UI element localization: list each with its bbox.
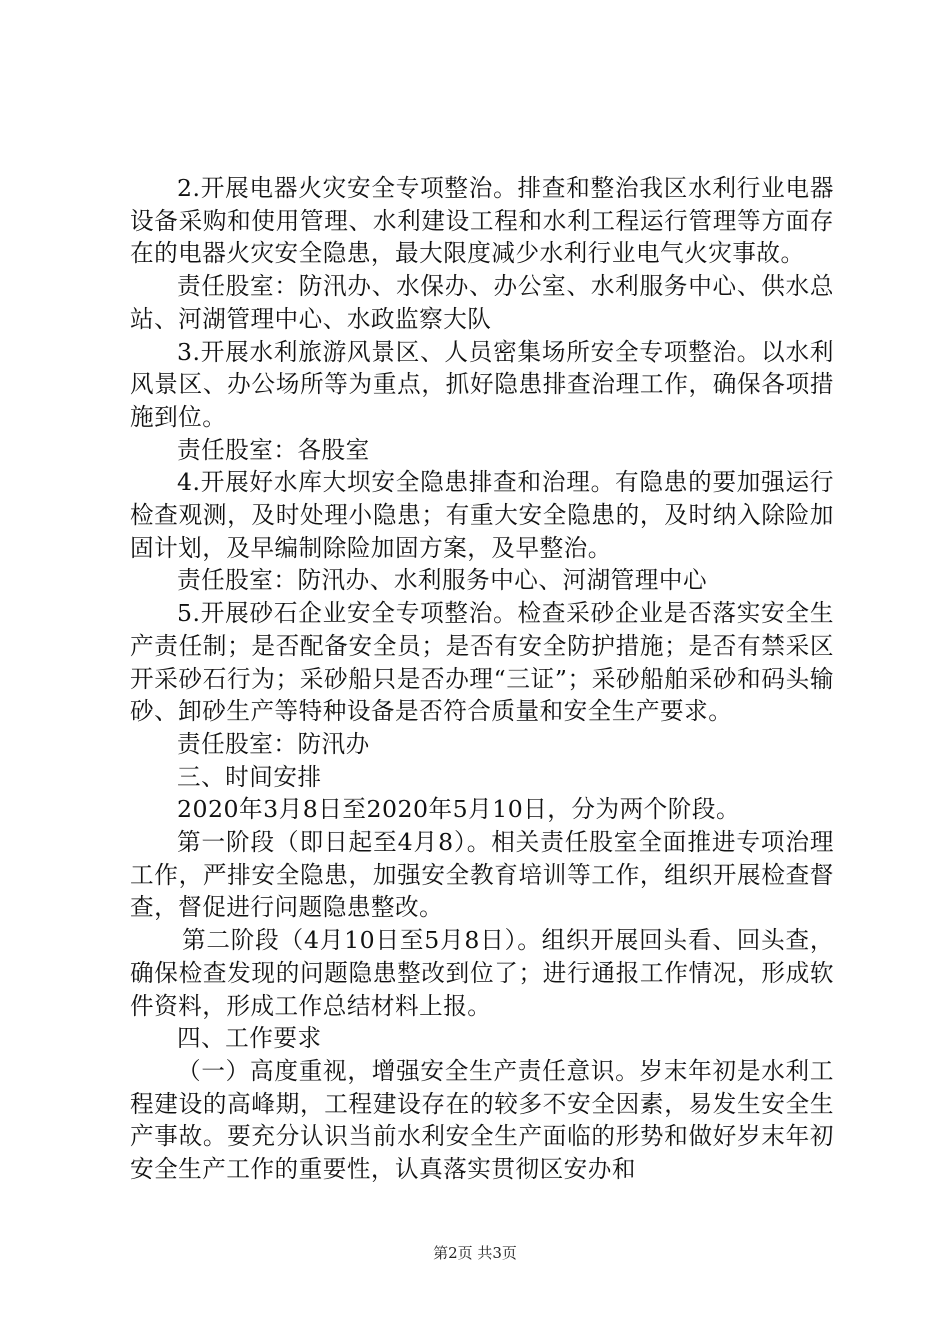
paragraph-date-range: 2020年3月8日至2020年5月10日，分为两个阶段。	[177, 795, 741, 824]
paragraph-phase-one: 第一阶段（即日起至4月8）。相关责任股室全面推进专项治理工作，严排安全隐患，加强安全教育培训等工作，组织开展检查督查，督促进行问题隐患整改。	[130, 828, 834, 922]
paragraph-responsible-units-1: 责任股室：防汛办、水保办、办公室、水利服务中心、供水总站、河湖管理中心、水政监察大队	[130, 272, 834, 333]
page-number-footer: 第2页 共3页	[433, 1244, 517, 1262]
paragraph-phase-two: 第二阶段（4月10日至5月8日）。组织开展回头看、回头查，确保检查发现的问题隐患整改到位了；进行通报工作情况，形成软件资料，形成工作总结材料上报。	[130, 926, 834, 1020]
paragraph-item-3-scenic-areas: 3.开展水利旅游风景区、人员密集场所安全专项整治。以水利风景区、办公场所等为重点，抓好隐患排查治理工作，确保各项措施到位。	[130, 337, 834, 431]
paragraph-responsible-units-3: 责任股室：防汛办、水利服务中心、河湖管理中心	[177, 566, 708, 595]
paragraph-item-5-sand-gravel: 5.开展砂石企业安全专项整治。检查采砂企业是否落实安全生产责任制；是否配备安全员；是否有安全防护措施；是否有禁采区开采砂石行为；采砂船只是否办理“三证”；采砂船舶采砂和码头输砂、卸砂生产等特种设备是否符合质量和安全生产要求。	[130, 599, 834, 726]
section-heading-requirements: 四、工作要求	[177, 1024, 322, 1053]
paragraph-item-4-reservoir-dam: 4.开展好水库大坝安全隐患排查和治理。有隐患的要加强运行检查观测，及时处理小隐患；有重大安全隐患的，及时纳入除险加固计划，及早编制除险加固方案，及早整治。	[130, 468, 834, 562]
paragraph-responsible-units-4: 责任股室：防汛办	[177, 729, 370, 758]
section-heading-schedule: 三、时间安排	[177, 762, 322, 791]
paragraph-requirement-one: （一）高度重视，增强安全生产责任意识。岁末年初是水利工程建设的高峰期，工程建设存在的较多不安全因素，易发生安全生产事故。要充分认识当前水利安全生产面临的形势和做好岁末年初安全生产工作的重要性，认真落实贯彻区安办和	[130, 1056, 834, 1184]
paragraph-responsible-units-2: 责任股室：各股室	[177, 435, 370, 464]
document-body	[130, 172, 834, 1186]
paragraph-item-2-fire-safety: 2.开展电器火灾安全专项整治。排查和整治我区水利行业电器设备采购和使用管理、水利建设工程和水利工程运行管理等方面存在的电器火灾安全隐患，最大限度减少水利行业电气火灾事故。	[130, 174, 834, 268]
